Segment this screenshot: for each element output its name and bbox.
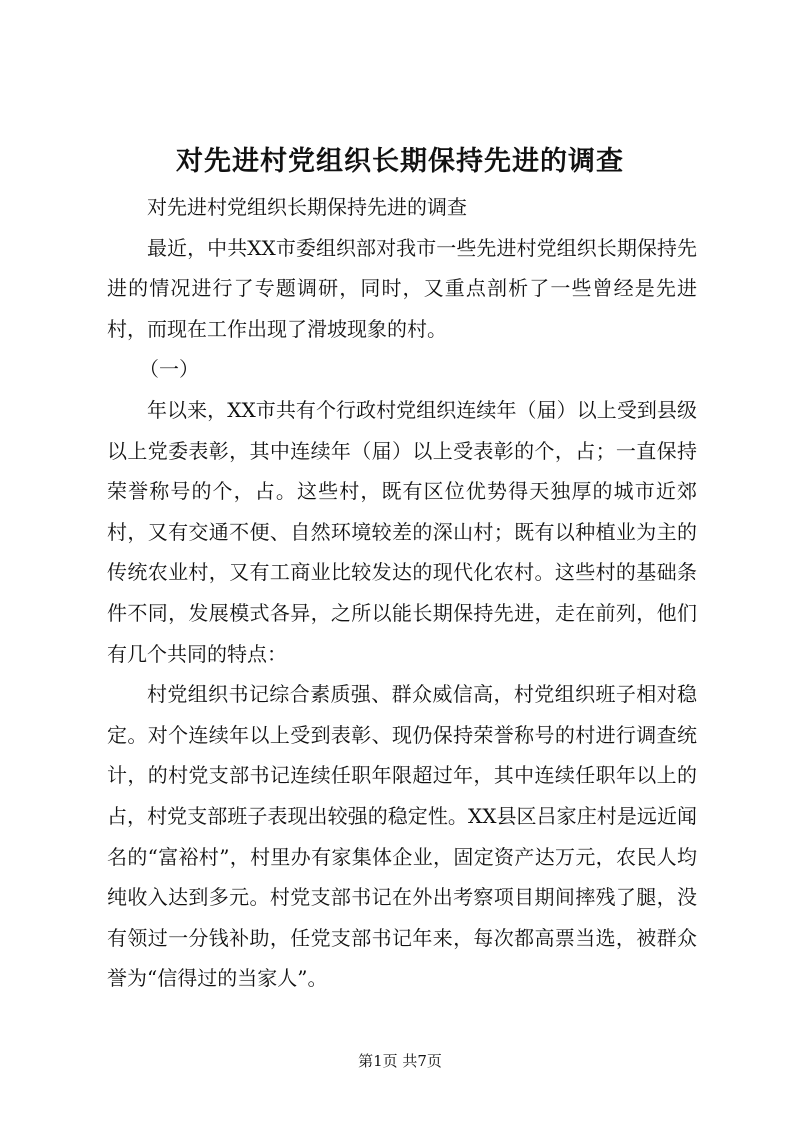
document-body: [107, 187, 697, 999]
document-title: 对先进村党组织长期保持先进的调查: [176, 146, 624, 177]
section-number: （一）: [139, 357, 199, 382]
subtitle-paragraph: 对先进村党组织长期保持先进的调查: [147, 195, 467, 219]
body-paragraph: 年以来，XX市共有个行政村党组织连续年（届）以上受到县级以上党委表彰，其中连续年（届）以上受表彰的个，占；一直保持荣誉称号的个，占。这些村，既有区位优势得天独厚的城市近郊村，又有交通不便、自然环境较差的深山村；既有以种植业为主的传统农业村，又有工商业比较发达的现代化农村。这些村的基础条件不同，发展模式各异，之所以能长期保持先进，走在前列，他们有几个共同的特点：: [107, 397, 697, 666]
body-paragraph: 村党组织书记综合素质强、群众威信高，村党组织班子相对稳定。对个连续年以上受到表彰、现仍保持荣誉称号的村进行调查统计，的村党支部书记连续任职年限超过年，其中连续任职年以上的占，村党支部班子表现出较强的稳定性。XX县区吕家庄村是远近闻名的“富裕村”，村里办有家集体企业，固定资产达万元，农民人均纯收入达到多元。村党支部书记在外出考察项目期间摔残了腿，没有领过一分钱补助，任党支部书记年来，每次都高票当选，被群众誉为“信得过的当家人”。: [107, 682, 697, 991]
intro-paragraph: 最近，中共XX市委组织部对我市一些先进村党组织长期保持先进的情况进行了专题调研，同时，又重点剖析了一些曾经是先进村，而现在工作出现了滑坡现象的村。: [107, 235, 697, 341]
page-footer: 第1页 共7页: [358, 1052, 442, 1070]
